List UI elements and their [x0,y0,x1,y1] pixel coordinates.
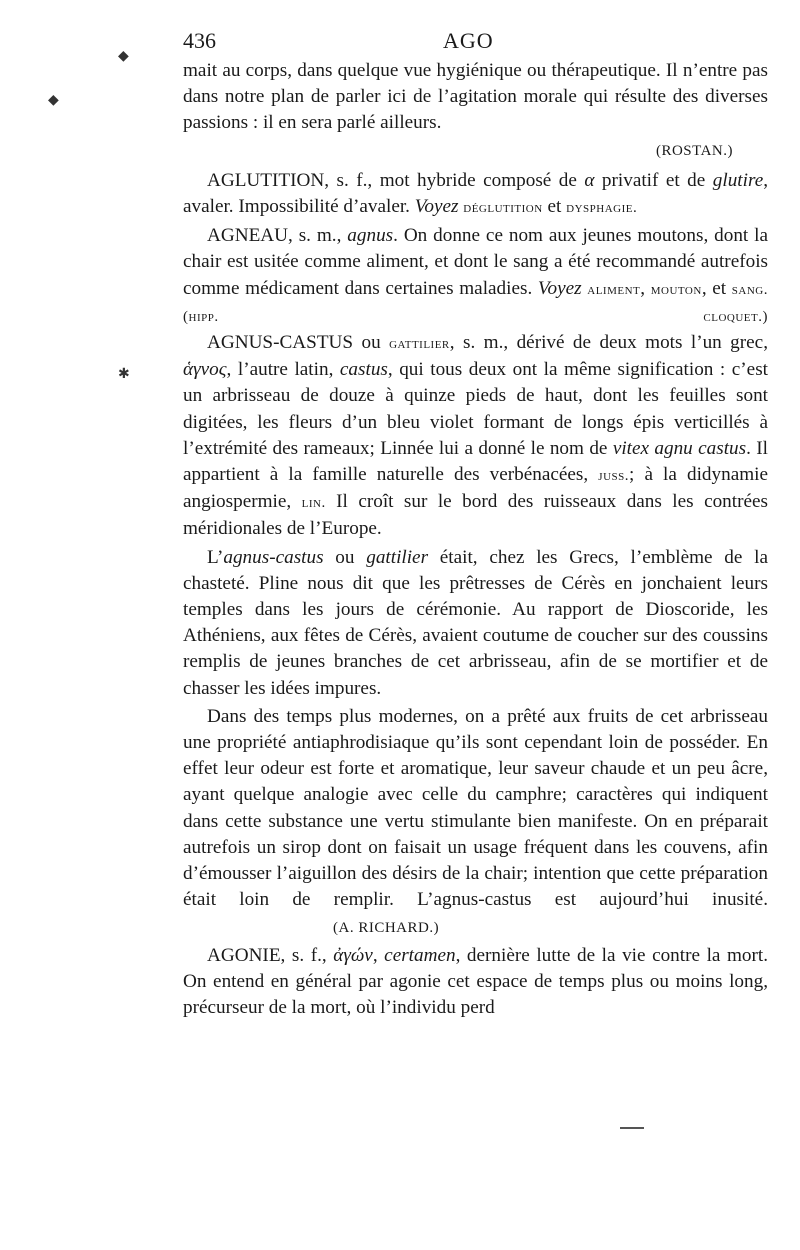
paragraph-rostan [183,58,768,137]
author-name: (ROSTAN.) [655,142,733,159]
entry-text: , s. m., dérivé de deux mots l’un grec, [449,332,768,354]
entry-text: . Il appartient à la famille naturelle des verbénacées, [183,437,768,486]
entry-term: AGLUTITION [207,169,325,191]
entry-text: , s. m., [288,225,348,247]
entry-text: ou [353,332,390,354]
margin-speck: ✱ [118,367,130,382]
paragraph-text: ou [323,546,367,568]
entry-text: , s. f., [280,944,334,966]
paragraph-chastity [183,545,768,702]
page-number: 436 [183,28,216,53]
entry-text: privatif et de [594,169,713,191]
entry-text: , et [701,277,732,299]
greek-word: α [584,169,595,191]
cross-reference: lin. [301,495,326,512]
greek-word: ἀγών [333,944,373,966]
cross-reference: juss. [598,468,630,485]
margin-speck: ◆ [118,49,129,64]
cross-reference: déglutition [463,200,543,217]
bottom-rule-mark [620,1127,644,1129]
page-header [183,24,768,58]
entry-text: ; à la didynamie angiospermie, [183,464,768,513]
entry-text: , s. f., mot hybride composé de [324,169,585,191]
entry-agonie [183,943,768,1022]
entry-text: Il croît sur le bord des ruisseaux dans les contrées méridionales de l’Europe. [183,491,768,540]
paragraph-text: L’ [207,546,224,568]
latin-word: glutire [712,169,764,191]
entry-term: AGONIE [207,944,281,966]
author-name: (hipp. cloquet.) [183,308,768,325]
entry-text: . On donne ce nom aux jeunes moutons, dont la chair est usitée comme aliment, et dont le sang a été recommandé autrefois comme médicament dans certaines maladies. [183,225,768,299]
voyez-label: Voyez [537,277,582,299]
latin-word: castus [339,359,388,381]
latin-word: certamen [384,944,456,966]
entry-text: , [372,944,385,966]
entry-agnus-castus [183,330,768,543]
entry-text: , dernière lutte de la vie contre la mort. On entend en général par agonie cet espace de temps plus ou moins long, précurseur de la mort, où l’individu perd [183,944,769,1019]
cross-reference: dysphagie. [566,200,638,217]
entry-text: , [640,277,651,299]
paragraph-text: mait au corps, dans quelque vue hygiénique ou thérapeutique. Il n’entre pas dans notre plan de parler ici de l’agitation morale qui résulte des diverses passions : il en sera parlé ailleurs. [183,60,768,134]
paragraph-text: était, chez les Grecs, l’emblème de la chasteté. Pline nous dit que les prêtresses de Cérès en jonchaient leurs temples dans les jours de cérémonie. Au rapport de Dioscoride, les Athéniens, aux fêtes de Cérès, avaient coutume de coucher sur des coussins remplis de jeunes branches de cet arbrisseau, afin de se mortifier et de chasser les idées impures. [183,546,768,699]
entry-term: AGNEAU [207,225,289,247]
margin-speck: ◆ [48,93,59,108]
paragraph-modern-times [183,704,768,941]
paragraph-text: Dans des temps plus modernes, on a prêté aux fruits de cet arbrisseau une propriété antiaphrodisiaque qu’ils sont cependant loin de posséder. En effet leur odeur est forte et aromatique, leur saveur chaude et un peu âcre, ayant quelque analogie avec celle du camphre; caractères qui indiquent dans cette substance une vertu stimulante bien manifeste. On en préparait autrefois un sirop dont on faisait un usage fréquent dans les couvens, afin d’émousser l’aiguillon des désirs de la chair; intention que cette préparation était loin de remplir. L’agnus-castus est aujourd’hui inusité. [183,705,768,911]
latin-word: vitex agnu castus [612,437,747,459]
entry-agneau [183,223,768,330]
entry-text: , qui tous deux ont la même signification : c’est un arbrisseau de douze à quinze pieds de haut, dont les feuilles sont digitées, les fleurs d’un bleu violet formant de longs épis verticillés à l’extrémité des rameaux; Linnée lui a donné le nom de [183,359,768,459]
entry-text: , l’autre latin, [226,359,340,381]
entry-term: AGNUS-CASTUS [207,332,354,354]
entry-aglutition [183,168,768,221]
entry-text: , avaler. Impossibilité d’avaler. [183,169,769,218]
cross-reference: aliment [587,281,641,298]
cross-reference: mouton [650,281,702,298]
author-signature [183,137,768,164]
greek-word: ἁγνος [183,359,227,381]
cross-reference: gattilier [389,336,450,353]
voyez-label: Voyez [414,196,459,218]
entry-text: et [542,196,567,218]
latin-word: agnus-castus [223,546,324,568]
latin-word: gattilier [366,546,429,568]
author-name: (A. RICHARD.) [333,919,440,936]
cross-reference: sang. [731,281,768,298]
page [183,24,768,1021]
latin-word: agnus [347,225,394,247]
running-head: AGO [443,28,494,53]
